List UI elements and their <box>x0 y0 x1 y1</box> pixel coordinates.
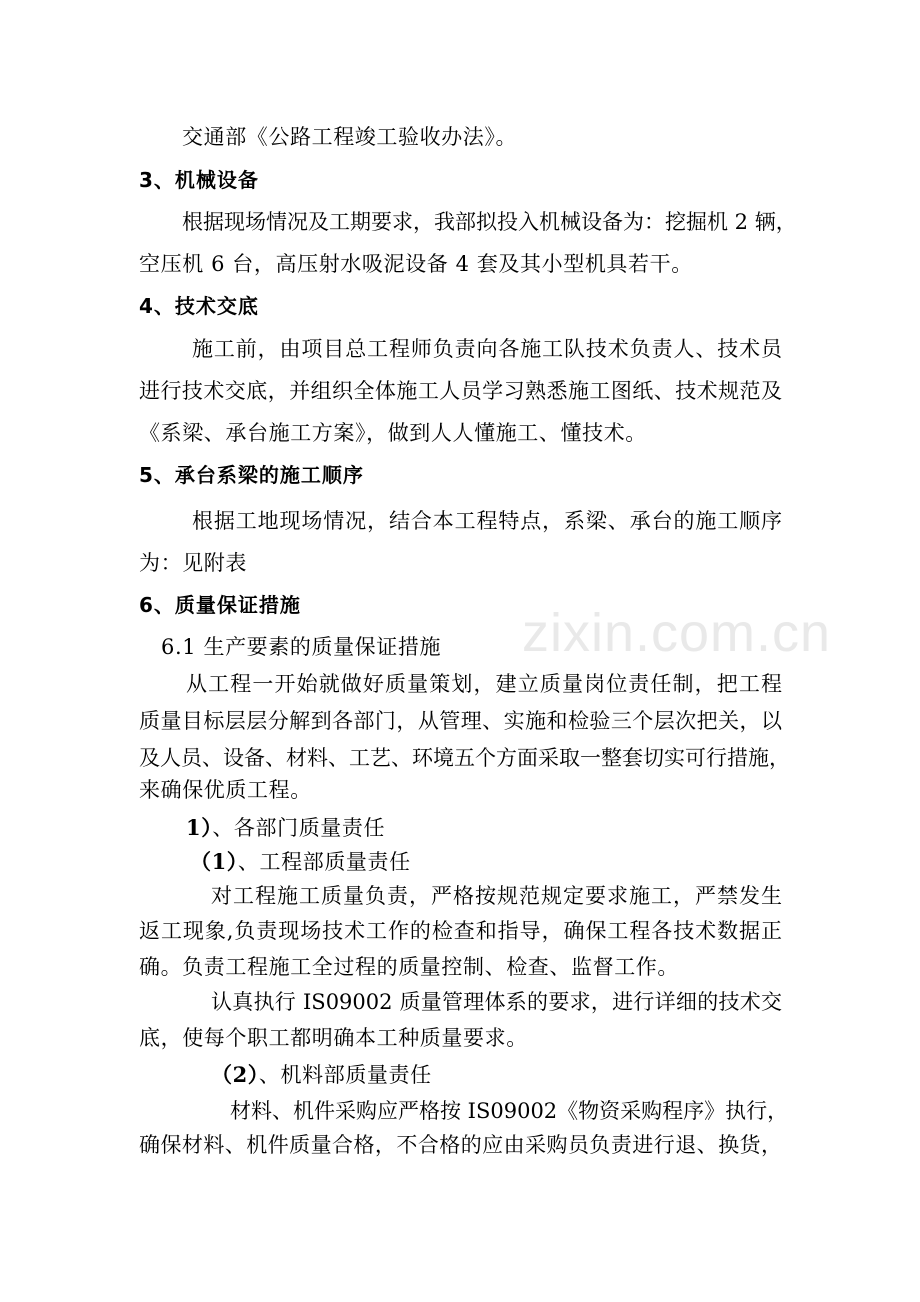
section-heading: 3、机械设备 <box>139 168 259 192</box>
text-line: 进行技术交底，并组织全体施工人员学习熟悉施工图纸、技术规范及 <box>139 379 782 403</box>
item-number: （2） <box>211 1062 259 1087</box>
text-line: 根据工地现场情况，结合本工程特点，系梁、承台的施工顺序 <box>192 509 782 533</box>
subsection-heading: 6.1 生产要素的质量保证措施 <box>161 635 442 659</box>
text-line: 及人员、设备、材料、工艺、环境五个方面采取一整套切实可行措施， <box>139 746 790 770</box>
section-heading: 5、承台系梁的施工顺序 <box>139 463 364 487</box>
text-line: 交通部《公路工程竣工验收办法》。 <box>182 125 518 149</box>
item-number: （1） <box>190 849 238 874</box>
item-title: 、工程部质量责任 <box>237 850 411 874</box>
item-title: 、各部门质量责任 <box>212 816 386 840</box>
text-line: 来确保优质工程。 <box>139 778 312 802</box>
text-line: 对工程施工质量负责，严格按规范规定要求施工，严禁发生 <box>211 884 782 908</box>
list-item-heading <box>190 848 411 876</box>
item-number: 1） <box>186 815 213 840</box>
text-line: 材料、机件采购应严格按 IS09002《物资采购程序》执行， <box>230 1099 789 1123</box>
section-heading: 4、技术交底 <box>139 294 259 318</box>
list-item-heading <box>186 814 385 842</box>
item-title: 、机料部质量责任 <box>258 1063 432 1087</box>
text-line: 返工现象,负责现场技术工作的检查和指导，确保工程各技术数据正 <box>139 919 782 943</box>
text-line: 确保材料、机件质量合格，不合格的应由采购员负责进行退、换货， <box>139 1133 782 1157</box>
list-item-heading <box>211 1061 432 1089</box>
text-line: 施工前，由项目总工程师负责向各施工队技术负责人、技术员 <box>192 337 782 361</box>
watermark: zixin.com.cn <box>522 603 832 663</box>
text-line: 空压机 6 台，高压射水吸泥设备 4 套及其小型机具若干。 <box>139 252 693 276</box>
text-line: 底，使每个职工都明确本工种质量要求。 <box>139 1026 528 1050</box>
text-line: 《系梁、承台施工方案》，做到人人懂施工、懂技术。 <box>139 421 647 445</box>
section-heading: 6、质量保证措施 <box>139 593 301 617</box>
text-line: 为：见附表 <box>139 551 247 575</box>
text-line: 认真执行 IS09002 质量管理体系的要求，进行详细的技术交 <box>211 990 782 1014</box>
text-line: 质量目标层层分解到各部门，从管理、实施和检验三个层次把关，以 <box>139 709 782 733</box>
text-line: 根据现场情况及工期要求，我部拟投入机械设备为：挖掘机 2 辆， <box>182 210 797 234</box>
text-line: 从工程一开始就做好质量策划，建立质量岗位责任制，把工程 <box>186 672 782 696</box>
text-line: 确。负责工程施工全过程的质量控制、检查、监督工作。 <box>139 955 679 979</box>
